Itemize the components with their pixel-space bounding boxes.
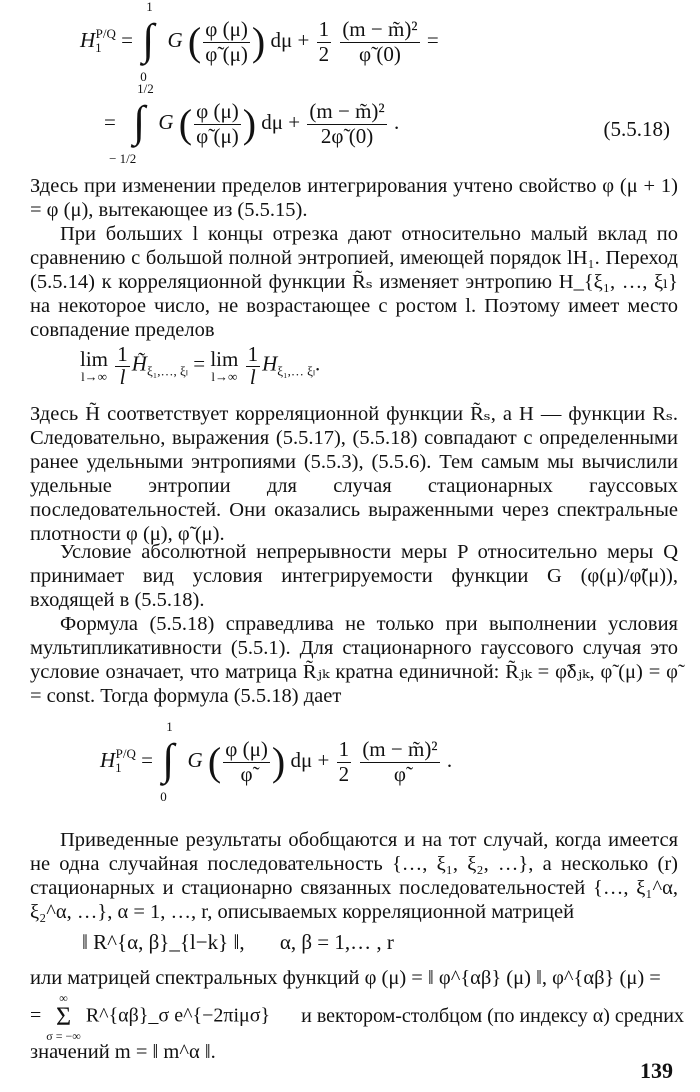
eq1-lhs-sup: P/Q [95,25,116,41]
paragraph-5: Формула (5.5.18) справедлива не только при выполнении условия мультипликативности (5.5.1). Для стационарного гауссового случая это условие означает, что матрица R̃ⱼₖ кратна единичной: R̃ⱼₖ = φ̃δⱼₖ, φ̃ (μ) = φ̃ = const. Тогда формула (5.5.18) дает [30,613,678,707]
paragraph-6: Приведенные результаты обобщаются и на тот случай, когда имеется не одна случайная последовательность {…, ξ₁, ξ₂, …}, а несколько (r) стационарных и стационарно связанных последовательностей {…, ξ₁^α, ξ₂^α, …}, α = 1, …, r, описываемых корреляционной матрицей [30,829,678,923]
eq1-dmu: dμ + [270,27,310,52]
equation-5-5-18-line1: $H_1^{P/Q}$ = 1 ∫ 0 G ( $\frac{\varphi (\mu)}{\varphĩ (\mu)}$ ) dμ + $\frac{1}{2}$ $\frac{\text{(m − m̃)²}}{\varphĩ (0)}$ = [80,0,439,84]
eq1-fraction: $\frac{\varphi (\mu)}{\varphĩ (\mu)}$ [205,17,248,66]
equation-constant-case: $H_1^{P/Q}$ = 1 ∫ 0 G ( $\frac{\varphi (\mu)}{\varphĩ}$ ) dμ + $\frac{1}{2}$ $\frac{\text{(m − m̃)²}}{\varphĩ}$ . [100,719,453,804]
spectral-sum-line: = ∞ Σ σ = −∞ R^{αβ}_σ e^{−2πiμσ} и вектором-столбцом (по индексу α) средних [30,991,684,1043]
eq1-lhs-sub: 1 [95,39,102,55]
final-line: значений m = ‖ m^α ‖. [30,1041,216,1063]
eq1-half: $\frac{1}{2}$ [318,17,330,66]
paragraph-2: При больших l концы отрезка дают относительно малый вклад по сравнению с большой полной энтропией, имеющей порядок lH₁. Переход (5.5.14) к корреляционной функции R̃ₛ изменяет энтропию H_{ξ₁, …, ξₗ} на некоторое число, не возрастающее с ростом l. Поэтому имеет место совпадение пределов [30,223,678,341]
paragraph-4: Условие абсолютной непрерывности меры P относительно меры Q принимает вид условия интегрируемости функции G (φ(μ)/φ̃(μ)), входящей в (5.5.18). [30,541,678,611]
eq1b-dmu: dμ + [261,109,301,134]
limit-equation: lim l→∞ $\frac{1}{l}H̃_{\xi_1,\dots, \xi_l}$ = lim l→∞ $\frac{1}{l}H_{\xi_1,\dots \xi_l}$. [80,342,321,390]
eq1-g: G [167,27,183,52]
page-number: 139 [640,1058,673,1083]
eq1-lhs: H [80,27,96,52]
limit-rhs-h: H [262,351,278,376]
integral-sign-3: 1 ∫ 0 [160,719,175,804]
equation-number: (5.5.18) [603,117,670,141]
matrix-equation: ‖ R^{α, β}_{l−k} ‖, α, β = 1,… , r [82,930,394,954]
equation-5-5-18-line2: = 1/2 ∫ − 1/2 G ( $\frac{\varphi (\mu)}{\varphĩ (\mu)}$ ) dμ + $\frac{\text{(m − m̃)²}}{2\varphĩ (0)}$ . [104,81,400,166]
eq1b-g: G [158,109,174,134]
eq1b-equals: = [104,109,116,134]
paragraph-3: Здесь H̃ соответствует корреляционной функции R̃ₛ, а H — функции Rₛ. Следовательно, выражения (5.5.17), (5.5.18) совпадают с определенными ранее удельными энтропиями (5.5.3), (5.5.6). Тем самым мы вычислили удельные энтропии для случая стационарных гауссовых последовательностей. Они оказались выраженными через спектральные плотности φ (μ), φ̃ (μ). [30,403,678,545]
paragraph-7: или матрицей спектральных функций φ (μ) = ‖ φ^{αβ} (μ) ‖, φ^{αβ} (μ) = [30,967,661,989]
eq1b-fraction: $\frac{\varphi (\mu)}{\varphĩ (\mu)}$ [196,99,239,148]
eq1b-m-fraction: $\frac{\text{(m − m̃)²}}{2\varphĩ (0)}$ [309,99,385,148]
eq1-m-fraction: $\frac{\text{(m − m̃)²}}{\varphĩ (0)}$ [342,17,418,66]
paragraph-1: Здесь при изменении пределов интегрирования учтено свойство φ (μ + 1) = φ (μ), вытекающее из (5.5.15). [30,175,678,221]
integral-sign: 1 ∫ 0 [140,0,155,84]
integral-sign-2: 1/2 ∫ − 1/2 [109,81,154,166]
limit-lhs-h: H̃ [131,351,147,376]
eq1-equals: = [121,27,133,52]
